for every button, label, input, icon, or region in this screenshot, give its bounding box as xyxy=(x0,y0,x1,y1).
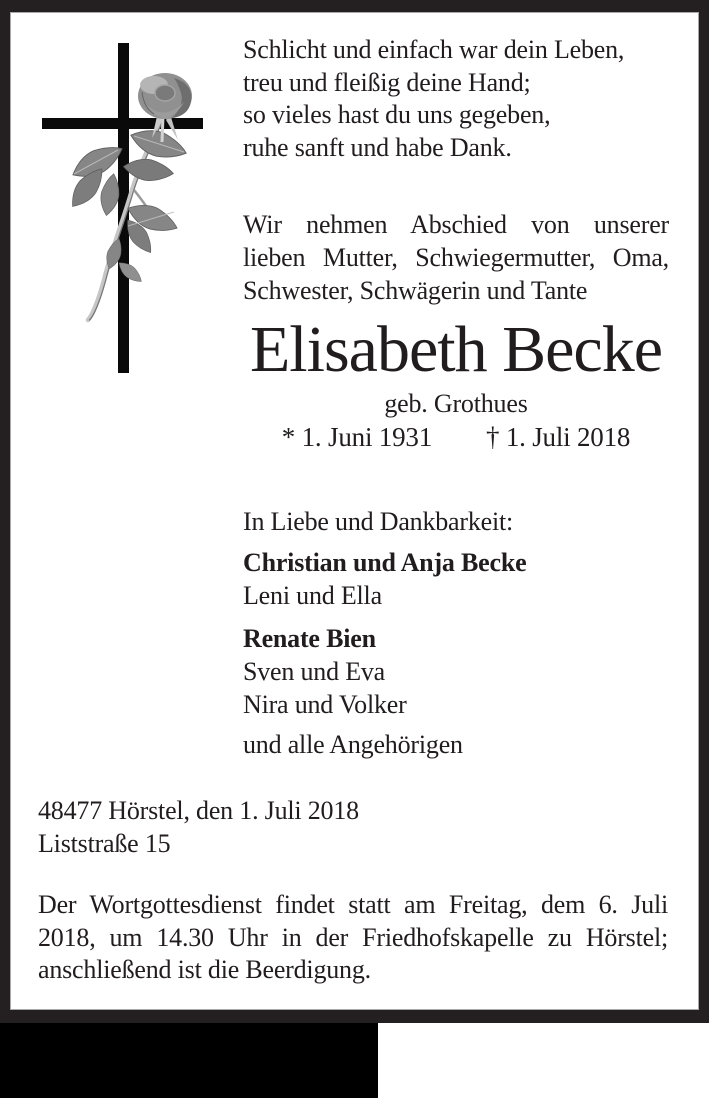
address-block xyxy=(38,794,359,860)
service-paragraph xyxy=(38,889,668,987)
mourner-entry: Nira und Volker xyxy=(243,690,407,719)
mourner-entry: Sven und Eva xyxy=(243,657,386,686)
bottom-black-block xyxy=(0,1023,378,1098)
life-dates xyxy=(243,421,669,454)
birth-date: * 1. Juni 1931 xyxy=(281,422,432,452)
place-date-line: 48477 Hörstel, den 1. Juli 2018 xyxy=(38,796,359,825)
service-line: 2018, um 14.30 Uhr in der Friedhofskapelle zu Hörstel; xyxy=(38,922,668,952)
farewell-line: Schwester, Schwägerin und Tante xyxy=(243,276,588,305)
cross-and-rose-icon xyxy=(42,40,207,375)
verse-line: so vieles hast du uns gegeben, xyxy=(243,100,551,129)
death-date: † 1. Juli 2018 xyxy=(486,422,631,452)
mourners-block xyxy=(243,505,526,761)
deceased-name: Elisabeth Becke xyxy=(249,313,662,386)
service-line: anschließend ist die Beerdigung. xyxy=(38,955,371,984)
mourner-entry: Leni und Ella xyxy=(243,581,382,610)
mourners-intro: In Liebe und Dankbarkeit: xyxy=(243,507,514,536)
street-line: Liststraße 15 xyxy=(38,829,171,858)
mourner-entry: und alle Angehörigen xyxy=(243,730,463,759)
verse-block xyxy=(243,34,624,164)
verse-line: treu und fleißig deine Hand; xyxy=(243,67,531,97)
mourner-entry: Christian und Anja Becke xyxy=(243,548,527,577)
mourner-entry: Renate Bien xyxy=(243,624,376,653)
service-line: Der Wortgottesdienst findet statt am Freitag, dem 6. Juli xyxy=(38,890,668,919)
verse-line: ruhe sanft und habe Dank. xyxy=(243,132,512,162)
maiden-name: geb. Grothues xyxy=(384,389,528,418)
verse-line: Schlicht und einfach war dein Leben, xyxy=(243,35,625,64)
farewell-paragraph xyxy=(243,208,669,307)
farewell-line: lieben Mutter, Schwiegermutter, Oma, xyxy=(243,243,669,272)
farewell-line: Wir nehmen Abschied von unserer xyxy=(243,210,669,239)
